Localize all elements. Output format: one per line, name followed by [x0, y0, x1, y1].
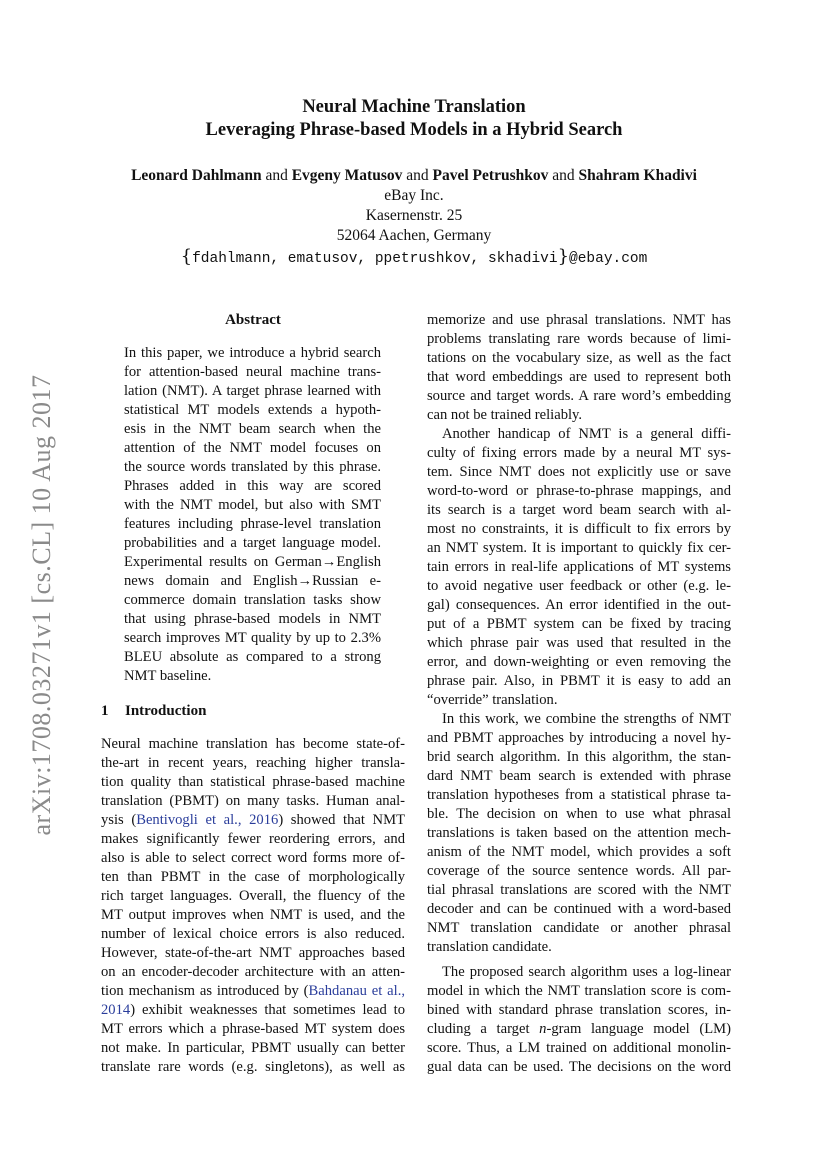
author-emails [0, 246, 828, 270]
email-usernames: fdahlmann, ematusov, ppetrushkov, skhadivi [192, 251, 558, 267]
body-line: on an encoder-decoder architecture with an atten- [101, 964, 405, 980]
email-brace-right: } [557, 246, 570, 267]
citation-bahdanau-year[interactable]: 2014 [101, 1002, 131, 1018]
body-line: ten than PBMT in the case of morphologically [101, 869, 405, 885]
body-line: tain errors in real-life applications of MT systems [427, 559, 731, 575]
body-line [101, 1001, 405, 1020]
body-line: Another handicap of NMT is a general diffi- [442, 426, 731, 442]
right-column [427, 311, 731, 1077]
body-line: problems translating rare words because of limi- [427, 331, 731, 347]
author-list [0, 166, 828, 186]
abstract-line: lation (NMT). A target phrase learned with [124, 383, 381, 399]
body-line: rich target languages. Overall, the fluency of the [101, 888, 405, 904]
affiliation-city: 52064 Aachen, Germany [336, 227, 492, 244]
body-line: also is able to select correct word forms more of- [101, 850, 405, 866]
author-sep: and [552, 167, 575, 184]
abstract-line: the source words translated by this phrase. [124, 459, 381, 475]
abstract-line: NMT baseline. [124, 668, 212, 684]
body-line [427, 1020, 731, 1039]
section-number: 1 [101, 703, 109, 719]
body-line: can not be trained reliably. [427, 407, 583, 423]
body-line: that word embeddings are used to represent both [427, 369, 731, 385]
body-line: model in which the NMT translation score is com- [427, 983, 731, 999]
abstract-line: news domain and English→Russian e- [124, 573, 381, 589]
left-column [101, 311, 405, 1077]
body-line: “override” translation. [427, 692, 558, 708]
author-2: Evgeny Matusov [291, 167, 403, 184]
body-line [101, 811, 405, 830]
arxiv-identifier [22, 355, 62, 855]
section-heading-introduction [101, 702, 405, 721]
body-line: phrase pair. Also, in PBMT it is easy to add an [427, 673, 731, 689]
abstract-line: statistical MT models extends a hypoth- [124, 402, 381, 418]
body-line: memorize and use phrasal translations. NMT has [427, 312, 731, 328]
body-line [101, 982, 405, 1001]
body-line: culty of fixing errors made by a neural MT sys- [427, 445, 731, 461]
body-line: error, and down-weighting or even removing the [427, 654, 731, 670]
body-text: tion mechanism as introduced by ( [101, 983, 309, 999]
body-line: tial phrasal translations are scored with the NMT [427, 882, 731, 898]
body-text: ) exhibit weaknesses that sometimes lead to [130, 1002, 405, 1018]
citation-bentivogli[interactable]: Bentivogli et al., 2016 [136, 812, 279, 828]
author-sep: and [265, 167, 288, 184]
paper-title-line-1: Neural Machine Translation [302, 97, 526, 117]
abstract-line: search improves MT quality by up to 2.3% [124, 630, 381, 646]
body-text: ysis ( [101, 812, 137, 828]
body-line: tem. Since NMT does not explicitly use or save [427, 464, 731, 480]
body-line: brid search algorithm. In this algorithm, the stan- [427, 749, 731, 765]
author-4: Shahram Khadivi [578, 167, 697, 184]
email-domain: @ebay.com [569, 251, 648, 267]
body-line: decoder and can be continued with a word-based [427, 901, 731, 917]
affiliation-street: Kasernenstr. 25 [365, 207, 463, 224]
abstract-line: BLEU absolute as compared to a strong [124, 649, 381, 665]
abstract-line: with the NMT model, but also with SMT [124, 497, 381, 513]
abstract-heading: Abstract [225, 312, 281, 328]
body-line: most no constraints, it is difficult to fix errors by [427, 521, 731, 537]
author-3: Pavel Petrushkov [432, 167, 549, 184]
body-line: which phrase pair was used that resulted in the [427, 635, 731, 651]
body-line: to avoid negative user feedback or other (e.g. le- [427, 578, 731, 594]
body-line: not make. In particular, PBMT usually can better [101, 1040, 405, 1056]
citation-bahdanau[interactable]: Bahdanau et al., [308, 983, 406, 999]
abstract-line: Experimental results on German→English [124, 554, 381, 570]
section-title: Introduction [125, 703, 207, 719]
body-line: translations is taken based on the attention mech- [427, 825, 731, 841]
body-line: anism of the NMT model, which provides a soft [427, 844, 731, 860]
body-line: Neural machine translation has become state-of- [101, 736, 405, 752]
body-line: source and target words. A rare word’s embedding [427, 388, 731, 404]
math-variable-n: n [539, 1021, 547, 1037]
body-line: the-art in recent years, reaching higher transla- [101, 755, 405, 771]
body-line: tations on the vocabulary size, as well as the fact [427, 350, 731, 366]
paper-title-line-2: Leveraging Phrase-based Models in a Hybrid Search [205, 120, 623, 140]
author-1: Leonard Dahlmann [131, 167, 262, 184]
abstract-line: features including phrase-level translation [124, 516, 381, 532]
body-line: number of lexical choice errors is also reduced. [101, 926, 405, 942]
body-line: translation (PBMT) on many tasks. Human anal- [101, 793, 405, 809]
abstract-line: Phrases added in this way are scored [124, 478, 381, 494]
body-line: translation candidate. [427, 939, 552, 955]
body-line: However, state-of-the-art NMT approaches based [101, 945, 405, 961]
body-line: and PBMT approaches by introducing a novel hy- [427, 730, 731, 746]
body-line: MT output improves when NMT is used, and the [101, 907, 405, 923]
abstract-line: esis in the NMT beam search when the [124, 421, 381, 437]
body-line: coverage of the source sentence words. All par- [427, 863, 731, 879]
abstract-line: probabilities and a target language model. [124, 535, 381, 551]
paragraph-search-algorithm [427, 963, 731, 1077]
body-line: translate rare words (e.g. singletons), as well as [101, 1059, 405, 1075]
body-line: word-to-word or phrase-to-phrase mappings, and [427, 483, 731, 499]
body-text: ) showed that NMT [278, 812, 405, 828]
abstract-line: commerce domain translation tasks show [124, 592, 381, 608]
introduction-paragraph [101, 735, 405, 1077]
body-line: gal) consequences. An error identified in the out- [427, 597, 731, 613]
body-line: dard NMT beam search is extended with phrase [427, 768, 731, 784]
email-brace-left: { [180, 246, 193, 267]
body-line: In this work, we combine the strengths of NMT [442, 711, 731, 727]
body-text: cluding a target [427, 1021, 540, 1037]
paper-header [0, 96, 828, 270]
body-line: MT errors which a phrase-based MT system does [101, 1021, 405, 1037]
body-line: gual data can be used. The decisions on the word [427, 1059, 731, 1075]
paragraph-handicap [427, 425, 731, 710]
body-line: The proposed search algorithm uses a log-linear [442, 964, 731, 980]
arxiv-id-text: arXiv:1708.03271v1 [cs.CL] 10 Aug 2017 [27, 374, 56, 836]
body-line: translation hypotheses from a statistical phrase ta- [427, 787, 731, 803]
body-text: -gram language model (LM) [546, 1021, 731, 1037]
abstract-line: attention of the NMT model focuses on [124, 440, 381, 456]
body-line: ble. The decision on when to use what phrasal [427, 806, 731, 822]
body-line: its search is a target word beam search with al- [427, 502, 731, 518]
abstract-line: In this paper, we introduce a hybrid search [124, 345, 381, 361]
affiliation-org: eBay Inc. [384, 187, 444, 204]
author-sep: and [406, 167, 429, 184]
body-line: put of a PBMT system can be fixed by tracing [427, 616, 731, 632]
body-line: bined with standard phrase translation scores, in- [427, 1002, 731, 1018]
abstract-body [101, 344, 405, 686]
paragraph-this-work [427, 710, 731, 957]
abstract-line: that using phrase-based models in NMT [124, 611, 381, 627]
body-line: NMT translation candidate or another phrasal [427, 920, 731, 936]
paragraph-rare-words [427, 311, 731, 425]
body-line: score. Thus, a LM trained on additional monolin- [427, 1040, 731, 1056]
body-line: an NMT system. It is important to quickly fix cer- [427, 540, 731, 556]
body-line: makes significantly fewer reordering errors, and [101, 831, 405, 847]
body-line: tion quality than statistical phrase-based machine [101, 774, 405, 790]
abstract-line: for attention-based neural machine trans- [124, 364, 381, 380]
